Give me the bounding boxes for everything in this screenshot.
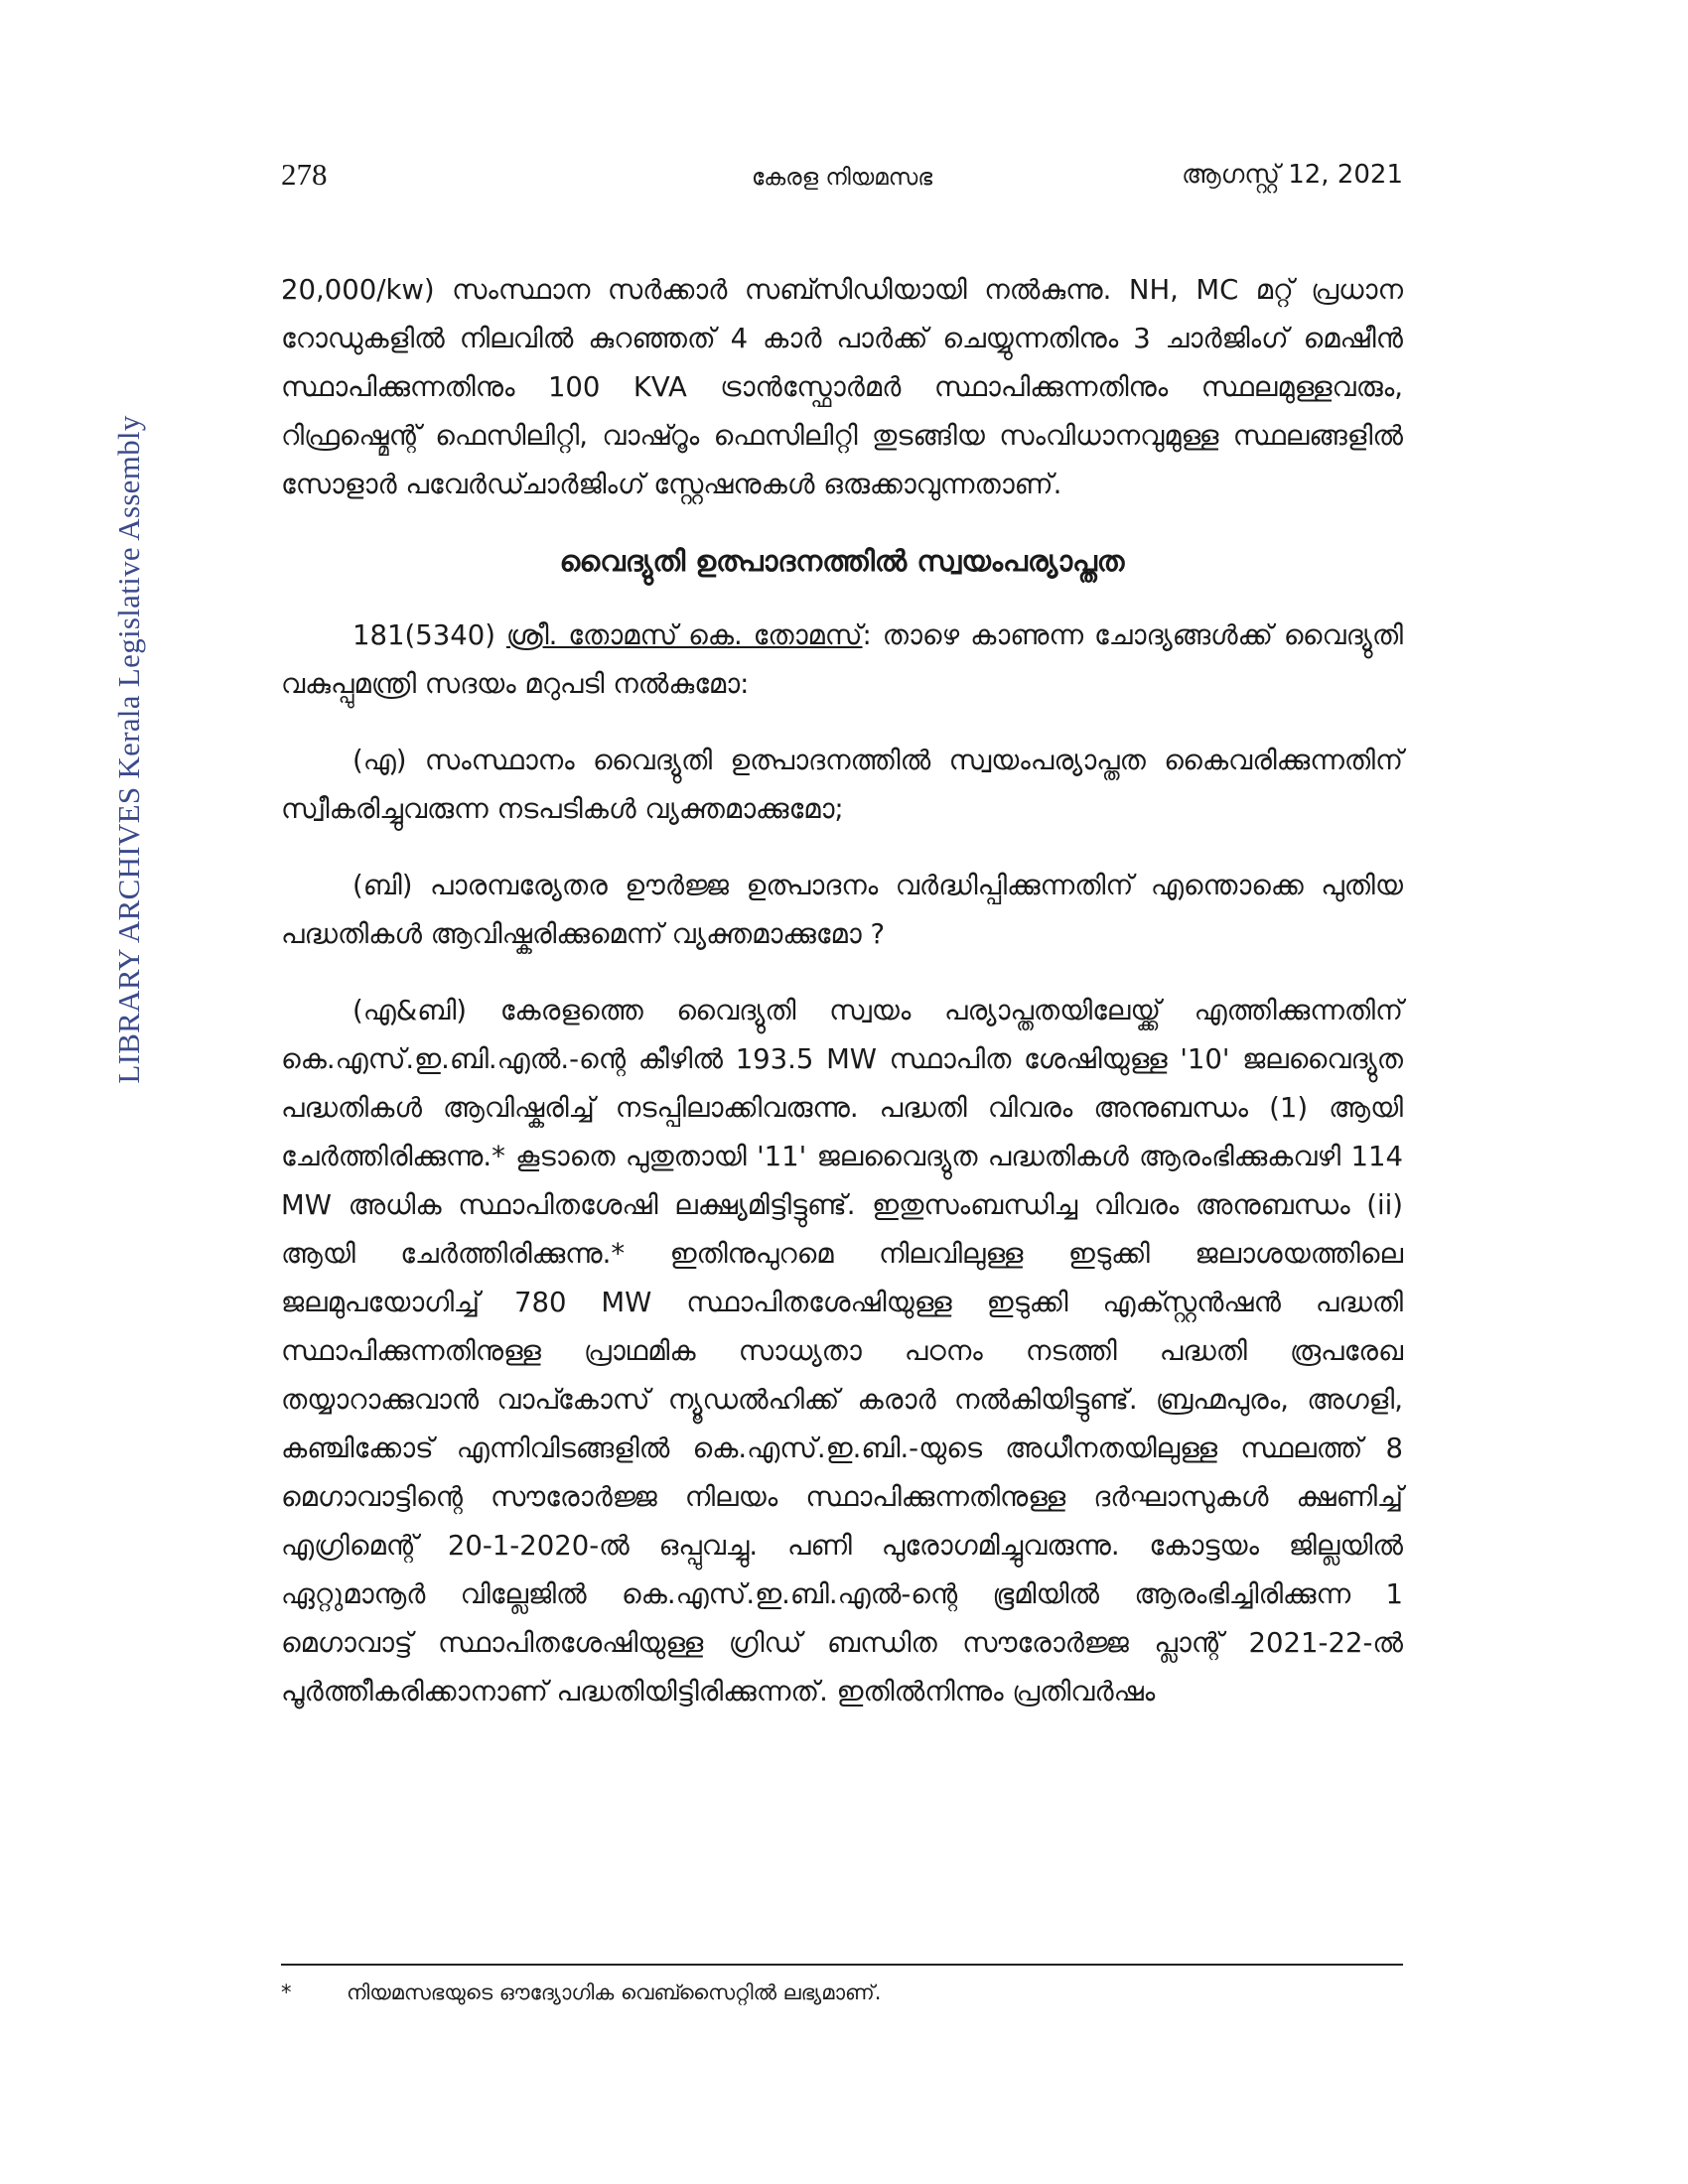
document-body	[281, 266, 1403, 1716]
footnote-mark: *	[281, 1980, 292, 2004]
question-intro	[281, 612, 1403, 709]
footnote-text: നിയമസഭയുടെ ഔദ്യോഗിക വെബ്സൈറ്റിൽ ലഭ്യമാണ്.	[347, 1980, 882, 2004]
member-name: ശ്രീ. തോമസ് കെ. തോമസ്	[505, 619, 863, 651]
answer-paragraph: (എ&ബി) കേരളത്തെ വൈദ്യുതി സ്വയം പര്യാപ്തതയിലേയ്ക്ക് എത്തിക്കുന്നതിന് കെ.എസ്.ഇ.ബി.എൽ.-ന്റെ കീഴിൽ 193.5 MW സ്ഥാപിത ശേഷിയുള്ള '10' ജലവൈദ്യുത പദ്ധതികൾ ആവിഷ്കരിച്ച് നടപ്പിലാക്കിവരുന്നു. പദ്ധതി വിവരം അനുബന്ധം (1) ആയി ചേർത്തിരിക്കുന്നു.* കൂടാതെ പുതുതായി '11' ജലവൈദ്യുത പദ്ധതികൾ ആരംഭിക്കുകവഴി 114 MW അധിക സ്ഥാപിതശേഷി ലക്ഷ്യമിട്ടിട്ടുണ്ട്. ഇതുസംബന്ധിച്ച വിവരം അനുബന്ധം (ii) ആയി ചേർത്തിരിക്കുന്നു.* ഇതിനുപുറമെ നിലവിലുള്ള ഇടുക്കി ജലാശയത്തിലെ ജലമുപയോഗിച്ച് 780 MW സ്ഥാപിതശേഷിയുള്ള ഇടുക്കി എക്സ്റ്റൻഷൻ പദ്ധതി സ്ഥാപിക്കുന്നതിനുള്ള പ്രാഥമിക സാധ്യതാ പഠനം നടത്തി പദ്ധതി രൂപരേഖ തയ്യാറാക്കുവാൻ വാപ്കോസ് ന്യൂഡൽഹിക്ക് കരാർ നൽകിയിട്ടുണ്ട്. ബ്രഹ്മപുരം, അഗളി, കഞ്ചിക്കോട് എന്നിവിടങ്ങളിൽ കെ.എസ്.ഇ.ബി.-യുടെ അധീനതയിലുള്ള സ്ഥലത്ത് 8 മെഗാവാട്ടിന്റെ സൗരോർജ്ജ നിലയം സ്ഥാപിക്കുന്നതിനുള്ള ദർഘാസുകൾ ക്ഷണിച്ച് എഗ്രിമെന്റ് 20-1-2020-ൽ ഒപ്പുവച്ചു. പണി പുരോഗമിച്ചുവരുന്നു. കോട്ടയം ജില്ലയിൽ ഏറ്റുമാനൂർ വില്ലേജിൽ കെ.എസ്.ഇ.ബി.എൽ-ന്റെ ഭൂമിയിൽ ആരംഭിച്ചിരിക്കുന്ന 1 മെഗാവാട്ട് സ്ഥാപിതശേഷിയുള്ള ഗ്രിഡ് ബന്ധിത സൗരോർജ്ജ പ്ലാന്റ് 2021-22-ൽ പൂർത്തീകരിക്കാനാണ് പദ്ധതിയിട്ടിരിക്കുന്നത്. ഇതിൽനിന്നും പ്രതിവർഷം	[281, 995, 1403, 1707]
footnote-divider	[281, 1964, 1403, 1966]
footnote	[281, 1980, 1403, 2005]
archive-watermark: LIBRARY ARCHIVES Kerala Legislative Assembly	[111, 415, 146, 1084]
continuation-paragraph: 20,000/kw) സംസ്ഥാന സർക്കാർ സബ്സിഡിയായി നൽകുന്നു. NH, MC മറ്റ് പ്രധാന റോഡുകളിൽ നിലവിൽ കുറഞ്ഞത് 4 കാർ പാർക്ക് ചെയ്യുന്നതിനും 3 ചാർജിംഗ് മെഷീൻ സ്ഥാപിക്കുന്നതിനും 100 KVA ട്രാൻസ്ഫോർമർ സ്ഥാപിക്കുന്നതിനും സ്ഥലമുള്ളവരും, റിഫ്രഷ്മെന്റ് ഫെസിലിറ്റി, വാഷ്റൂം ഫെസിലിറ്റി തുടങ്ങിയ സംവിധാനവുമുള്ള സ്ഥലങ്ങളിൽ സോളാർ പവേർഡ്ചാർജിംഗ് സ്റ്റേഷനുകൾ ഒരുക്കാവുന്നതാണ്.	[281, 274, 1403, 500]
running-title: കേരള നിയമസഭ	[751, 165, 933, 191]
question-intro-text: : താഴെ കാണുന്ന ചോദ്യങ്ങൾക്ക് വൈദ്യുതി വകുപ്പുമന്ത്രി സദയം മറുപടി നൽകുമോ:	[281, 619, 1404, 700]
question-number: 181(5340)	[352, 619, 495, 651]
section-title: വൈദ്യുതി ഉത്പാദനത്തിൽ സ്വയംപര്യാപ്തത	[559, 544, 1125, 578]
sub-question-b: (ബി) പാരമ്പര്യേതര ഊർജ്ജ ഉത്പാദനം വർദ്ധിപ്പിക്കുന്നതിന് എന്തൊക്കെ പുതിയ പദ്ധതികൾ ആവിഷ്കരിക്കുമെന്ന് വ്യക്തമാക്കുമോ ?	[281, 870, 1403, 950]
sub-question-a: (എ) സംസ്ഥാനം വൈദ്യുതി ഉത്പാദനത്തിൽ സ്വയംപര്യാപ്തത കൈവരിക്കുന്നതിന് സ്വീകരിച്ചുവരുന്ന നടപടികൾ വ്യക്തമാക്കുമോ;	[281, 745, 1403, 825]
page-number: 278	[281, 157, 328, 192]
page-header	[281, 157, 1403, 206]
header-date: ആഗസ്റ്റ് 12, 2021	[1182, 160, 1403, 190]
